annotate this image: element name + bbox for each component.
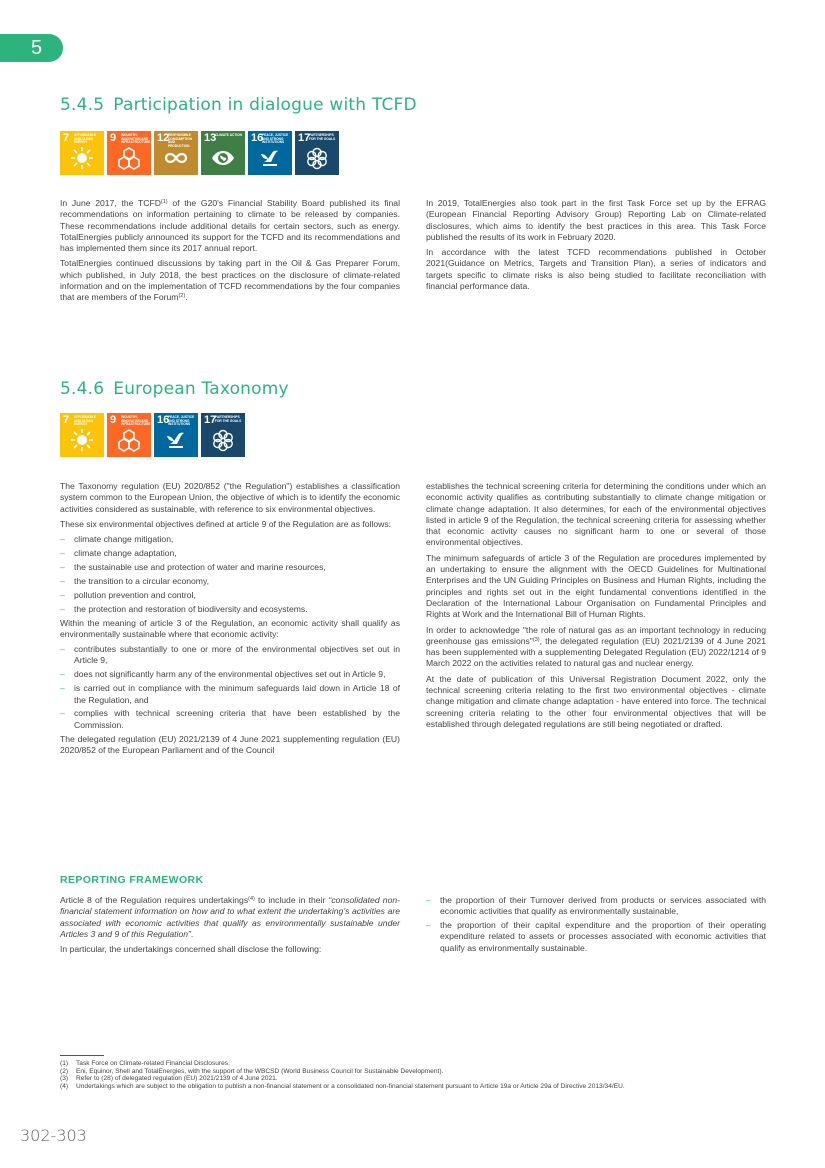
paragraph: Article 8 of the Regulation requires undertakings$^{(4)}$ to include in their “consolidated non-financial statement information on how and to what extent the undertaking’s activities are associated with economic activities that qualify as environmentally sustainable under Articles 3 and 9 of this Regulation”.	[60, 895, 400, 939]
taxonomy-left-column	[60, 481, 400, 760]
quote: “consolidated non-financial statement information on how and to what extent the undertaking’s activities are associated with economic activities that qualify as environmentally sustainable under Articles 3 and 9 of this Regulation”	[60, 895, 400, 939]
sdg-label: CLIMATE ACTION	[215, 133, 242, 137]
section-title-text: Participation in dialogue with TCFD	[113, 95, 417, 115]
list-item: – does not significantly harm any of the environmental objectives set out in Article 9,	[60, 669, 386, 680]
sdg-number: 17	[298, 132, 311, 144]
sdg-goal-7	[60, 413, 104, 457]
list-item: – pollution prevention and control,	[60, 589, 196, 600]
tcfd-right-column	[426, 198, 766, 296]
list-item: – the sustainable use and protection of water and marine resources,	[60, 561, 326, 572]
paragraph: The minimum safeguards of article 3 of the Regulation are procedures implemented by an undertaking to ensure the alignment with the OECD Guidelines for Multinational Enterprises and the UN Guiding Principles on Business and Human Rights, including the principles and rights set out in the eight fundamental conventions identified in the Declaration of the International Labour Organisation on Fundamental Principles and Rights at Work and the International Bill of Human Rights.	[426, 552, 766, 620]
list-item: – is carried out in compliance with the minimum safeguards laid down in Article 18 of the Regulation, and	[60, 683, 400, 705]
sdg-goal-9	[107, 131, 151, 175]
sdg-goal-13	[201, 131, 245, 175]
sdg-label: PARTNERSHIPS FOR THE GOALS	[215, 415, 242, 423]
footnote-text: Task Force on Climate-related Financial Disclosures.	[76, 1060, 230, 1067]
section-title-5-4-6	[60, 379, 289, 399]
sdg-goal-12	[154, 131, 198, 175]
dash-bullet: –	[60, 683, 65, 694]
footnote	[60, 1068, 766, 1076]
footnote-text: Refer to (28) of delegated regulation (EU) 2021/2139 of 4 June 2021.	[76, 1075, 278, 1083]
paragraph: establishes the technical screening criteria for determining the conditions under which an economic activity qualifies as contributing substantially to climate change mitigation or climate change adaptation. It also determines, for each of the environmental objectives listed in article 9 of the Regulation, the technical screening criteria for assessing whether that economic activity causes no significant harm to one or several of those environmental objectives.	[426, 481, 766, 548]
sdg-number: 9	[110, 132, 117, 144]
dash-bullet: –	[60, 575, 65, 586]
list-item: – complies with technical screening criteria that have been established by the Commission.	[60, 708, 400, 730]
footnote-number: (3)	[60, 1075, 69, 1083]
sdg-label: AFFORDABLE AND CLEAN ENERGY	[74, 415, 96, 427]
sdg-icon-row	[60, 131, 339, 175]
sdg-goal-16	[248, 131, 292, 175]
list-item: – the proportion of their Turnover derived from products or services associated with economic activities that qualify as environmentally sustainable,	[426, 895, 766, 917]
sdg-label: AFFORDABLE AND CLEAN ENERGY	[74, 133, 96, 145]
section-number: 5.4.6	[60, 379, 105, 399]
footnote	[60, 1083, 766, 1091]
taxonomy-right-column	[426, 481, 766, 734]
dash-bullet: –	[426, 920, 431, 931]
conditions-list	[60, 644, 400, 731]
dash-bullet: –	[60, 708, 65, 719]
dash-bullet: –	[60, 534, 65, 545]
paragraph: These six environmental objectives defined at article 9 of the Regulation are as follows:	[60, 518, 392, 529]
sdg-number: 7	[63, 132, 70, 144]
dash-bullet: –	[60, 548, 65, 559]
footnote-ref: (4)	[248, 896, 255, 902]
objectives-list	[60, 534, 400, 615]
disclosures-list	[426, 895, 766, 954]
sdg-label: PARTNERSHIPS FOR THE GOALS	[309, 133, 336, 141]
sdg-label: INDUSTRY, INNOVATION AND INFRASTRUCTURE	[121, 133, 151, 145]
footnote-ref: (1)	[160, 199, 168, 205]
paragraph: In order to acknowledge "the role of natural gas as an important technology in reducing greenhouse gas emissions"$^{(3)}$, the delegated regulation (EU) 2021/2139 of 4 June 2021 has been supplemented with a supplementing Delegated Regulation (EU) 2022/1214 of 9 March 2022 on the activities related to natural gas and nuclear energy.	[426, 624, 766, 669]
sdg-goal-9	[107, 413, 151, 457]
sdg-label: INDUSTRY, INNOVATION AND INFRASTRUCTURE	[121, 415, 151, 427]
page-number: 302-303	[20, 1126, 87, 1145]
footnote-divider	[60, 1055, 104, 1056]
section-number: 5.4.5	[60, 95, 105, 115]
paragraph: In accordance with the latest TCFD recommendations published in October 2021(Guidance on Metrics, Targets and Transition Plan), a series of indicators and targets specific to climate risks is also being studied to facilitate reconciliation with financial performance data.	[426, 247, 766, 292]
sdg-label: RESPONSIBLE CONSUMPTION AND PRODUCTION	[168, 133, 192, 148]
sdg-number: 16	[251, 132, 264, 144]
dash-bullet: –	[426, 895, 431, 905]
sdg-number: 16	[157, 414, 170, 426]
dash-bullet: –	[60, 603, 65, 614]
sdg-number: 13	[204, 132, 217, 144]
sdg-number: 12	[157, 132, 170, 144]
paragraph: In particular, the undertakings concerned shall disclose the following:	[60, 944, 322, 955]
footnote-number: (2)	[60, 1067, 69, 1075]
paragraph: At the date of publication of this Universal Registration Document 2022, only the technical screening criteria relating to the first two environmental objectives - climate change mitigation and climate change adaptation - have entered into force. The technical screening criteria relating to the other four environmental objectives that will be established through delegated regulations are still being negotiated or drafted.	[426, 673, 766, 729]
sdg-goal-17	[295, 131, 339, 175]
list-item: – the protection and restoration of biodiversity and ecosystems.	[60, 603, 308, 614]
paragraph: In June 2017, the TCFD$^{(1)}$ of the G20's Financial Stability Board published its final recommendations on information pertaining to climate to be released by companies. These recommendations include additional details for certain sectors, such as energy. TotalEnergies publicly announced its support for the TCFD and its recommendations and has implemented them since its 2017 annual report.	[60, 198, 400, 254]
footnote-number: (1)	[60, 1060, 69, 1067]
sdg-label: PEACE, JUSTICE AND STRONG INSTITUTIONS	[262, 133, 289, 145]
footnote	[60, 1075, 766, 1083]
footnote-text: Undertakings which are subject to the obligation to publish a non-financial statement or a consolidated non-financial statement pursuant to Article 19a or Article 29a of Directive 2013/34/EU.	[76, 1082, 625, 1090]
sdg-number: 9	[110, 414, 117, 426]
sdg-number: 17	[204, 414, 217, 426]
footnote-ref: (3)	[532, 636, 540, 643]
list-item: – the proportion of their capital expenditure and the proportion of their operating expenditure related to assets or processes associated with economic activities that qualify as environmentally sustainable.	[426, 920, 766, 953]
section-title-5-4-5	[60, 95, 417, 115]
footnote-number: (4)	[60, 1082, 69, 1090]
dash-bullet: –	[60, 644, 65, 655]
tcfd-left-column	[60, 198, 400, 308]
dash-bullet: –	[60, 589, 65, 600]
sdg-number: 7	[63, 414, 70, 426]
list-item: – climate change mitigation,	[60, 534, 174, 545]
sdg-label: PEACE, JUSTICE AND STRONG INSTITUTIONS	[168, 415, 195, 427]
dash-bullet: –	[60, 561, 65, 572]
list-item: – climate change adaptation,	[60, 548, 177, 559]
list-item: – the transition to a circular economy,	[60, 575, 210, 586]
sdg-icon-row	[60, 413, 245, 457]
paragraph: TotalEnergies continued discussions by taking part in the Oil & Gas Preparer Forum, which published, in July 2018, the best practices on the disclosure of climate-related information and on the implementation of TCFD recommendations by the four companies that are members of the Forum$^{(2)}$.	[60, 258, 400, 303]
section-title-text: European Taxonomy	[113, 379, 289, 399]
paragraph: In 2019, TotalEnergies also took part in the first Task Force set up by the EFRAG (European Financial Reporting Advisory Group) Reporting Lab on Climate-related disclosures, which aims to identify the best practices in this area. This Task Force published the results of its work in February 2020.	[426, 198, 766, 242]
footnotes	[60, 1060, 766, 1090]
paragraph: Within the meaning of article 3 of the Regulation, an economic activity shall qualify as environmentally sustainable where that economic activity:	[60, 617, 400, 639]
footnote	[60, 1060, 766, 1068]
chapter-tab	[0, 34, 63, 62]
sdg-goal-16	[154, 413, 198, 457]
dash-bullet: –	[60, 669, 65, 680]
list-item: – contributes substantially to one or more of the environmental objectives set out in Article 9,	[60, 644, 400, 666]
footnote-text: Eni, Equinor, Shell and TotalEnergies, with the support of the WBCSD (World Business Council for Sustainable Development).	[76, 1067, 444, 1075]
sdg-goal-17	[201, 413, 245, 457]
reporting-framework-heading: REPORTING FRAMEWORK	[60, 874, 204, 886]
sdg-goal-7	[60, 131, 104, 175]
paragraph: The Taxonomy regulation (EU) 2020/852 ("the Regulation") establishes a classification system common to the European Union, the objective of which is to identify the economic activities considered as sustainable, with reference to six environmental objectives.	[60, 481, 400, 514]
reporting-left-column	[60, 895, 400, 959]
chapter-number: 5	[31, 37, 43, 59]
footnote-ref: (2)	[178, 293, 186, 300]
paragraph: The delegated regulation (EU) 2021/2139 of 4 June 2021 supplementing regulation (EU) 2020/852 of the European Parliament and of the Council	[60, 733, 400, 755]
reporting-right-column	[426, 895, 766, 957]
